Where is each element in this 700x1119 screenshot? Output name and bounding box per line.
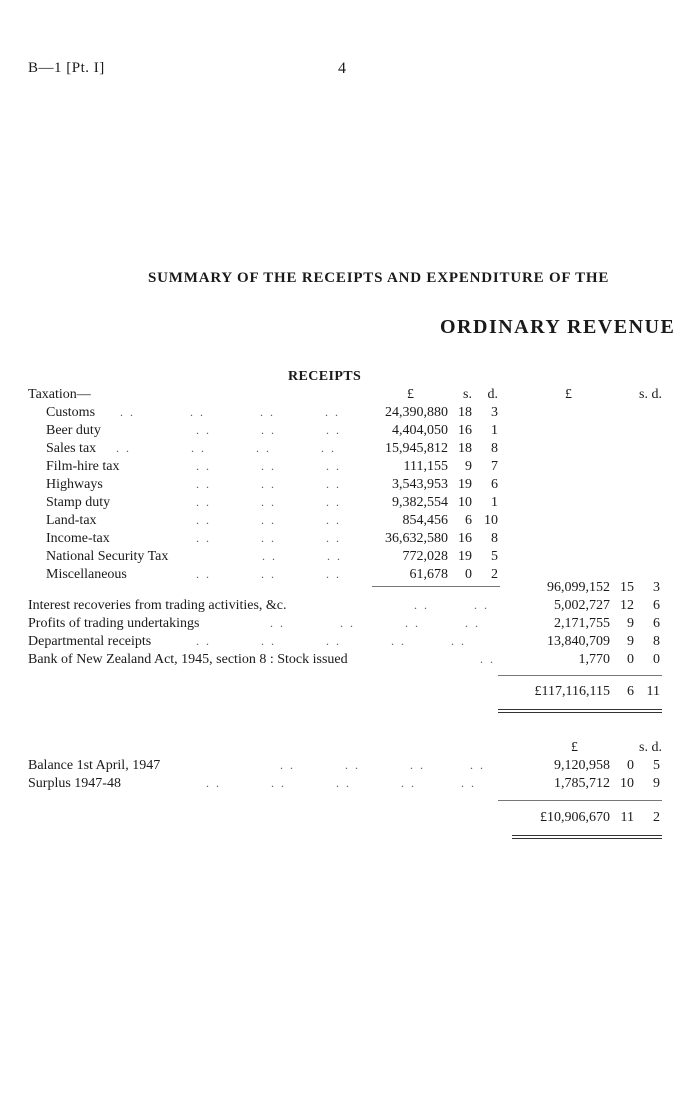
shillings-cell: 9 [627, 616, 634, 631]
total-pence-cell: 3 [653, 580, 660, 595]
receipts-column-headers [0, 387, 700, 405]
row-label: Sales tax [46, 441, 97, 456]
dot-leader: . . [480, 652, 495, 666]
row-label: Miscellaneous [46, 567, 127, 582]
taxation-row [0, 441, 700, 459]
pounds-cell: 5,002,727 [554, 598, 610, 613]
pounds-cell: 15,945,812 [385, 441, 448, 456]
taxation-row [0, 459, 700, 477]
pence-cell: 6 [491, 477, 498, 492]
shillings-cell: 19 [458, 477, 472, 492]
shillings-cell: 9 [627, 634, 634, 649]
pounds-cell: 13,840,709 [547, 634, 610, 649]
total-pounds-cell: 96,099,152 [547, 580, 610, 595]
shillings-cell: 18 [458, 441, 472, 456]
receipt-row [0, 616, 700, 634]
dot-leader: . . . . . . [196, 459, 341, 473]
balance-column-headers [0, 740, 700, 758]
pounds-cell: 3,543,953 [392, 477, 448, 492]
row-label: Profits of trading undertakings [28, 616, 200, 631]
pence-cell: 10 [484, 513, 498, 528]
row-label: Film-hire tax [46, 459, 120, 474]
dot-leader: . . . . [262, 549, 342, 563]
pence-cell: 6 [653, 598, 660, 613]
shillings-cell: 16 [458, 423, 472, 438]
pence-cell: 5 [653, 758, 660, 773]
receipt-row [0, 634, 700, 652]
pence-cell: 9 [653, 776, 660, 791]
balance-row [0, 776, 700, 794]
outer-pound-header: £ [565, 387, 572, 402]
pounds-cell: 1,785,712 [554, 776, 610, 791]
dot-leader: . . . . [414, 598, 489, 612]
row-label: Stamp duty [46, 495, 111, 510]
balance-total-double-rule-1 [512, 835, 662, 836]
taxation-row [0, 495, 700, 513]
taxation-row [0, 477, 700, 495]
shillings-cell: 10 [458, 495, 472, 510]
pence-cell: 6 [653, 616, 660, 631]
row-label: National Security Tax [46, 549, 169, 564]
shillings-cell: 0 [627, 652, 634, 667]
dot-leader: . . . . . . . . [270, 616, 480, 630]
pounds-cell: 9,382,554 [392, 495, 448, 510]
inner-shilling-header: s. [463, 387, 472, 402]
dot-leader: . . . . . . . . . . [206, 776, 476, 790]
grand-total-top-rule [498, 675, 662, 676]
pence-cell: 7 [491, 459, 498, 474]
dot-leader: . . . . . . [196, 477, 341, 491]
taxation-total-row [0, 580, 700, 598]
taxation-label: Taxation— [28, 387, 91, 402]
row-label: Customs [46, 405, 96, 420]
row-label: Income-tax [46, 531, 110, 546]
dot-leader: . . . . . . [196, 423, 341, 437]
dot-leader: . . . . . . [196, 567, 341, 581]
pounds-cell: 111,155 [403, 459, 448, 474]
row-label: Land-tax [46, 513, 97, 528]
page-header-ref: B—1 [Pt. I] [28, 60, 105, 76]
taxation-row [0, 531, 700, 549]
taxation-row [0, 423, 700, 441]
pence-cell: 8 [653, 634, 660, 649]
pounds-cell: 61,678 [409, 567, 448, 582]
receipts-heading: RECEIPTS [288, 369, 362, 384]
pence-cell: 8 [491, 531, 498, 546]
pence-cell: 8 [491, 441, 498, 456]
outer-sd-header: s. d. [639, 387, 662, 402]
pounds-cell: 9,120,958 [554, 758, 610, 773]
balance-total-row [0, 810, 700, 828]
balance-total-pounds: £10,906,670 [540, 810, 610, 825]
dot-leader: . . . . . . . . [120, 405, 340, 419]
pounds-cell: 2,171,755 [554, 616, 610, 631]
row-label: Beer duty [46, 423, 101, 438]
balance-total-pence: 2 [653, 810, 660, 825]
pence-cell: 3 [491, 405, 498, 420]
grand-total-pounds: £117,116,115 [534, 684, 610, 699]
pence-cell: 1 [491, 423, 498, 438]
dot-leader: . . . . . . . . . . [196, 634, 466, 648]
dot-leader: . . . . . . [196, 513, 341, 527]
grand-total-pence: 11 [646, 684, 660, 699]
dot-leader: . . . . . . [196, 495, 341, 509]
pounds-cell: 854,456 [402, 513, 448, 528]
row-label: Departmental receipts [28, 634, 152, 649]
receipts-grand-total-row [0, 684, 700, 702]
shillings-cell: 19 [458, 549, 472, 564]
pounds-cell: 24,390,880 [385, 405, 448, 420]
dot-leader: . . . . . . [196, 531, 341, 545]
inner-pence-header: d. [487, 387, 498, 402]
taxation-row [0, 405, 700, 423]
pounds-cell: 772,028 [402, 549, 448, 564]
grand-total-double-rule-1 [498, 709, 662, 710]
shillings-cell: 0 [627, 758, 634, 773]
dot-leader: . . . . . . . . [280, 758, 485, 772]
pence-cell: 2 [491, 567, 498, 582]
balance-pound-header: £ [571, 740, 578, 755]
row-label: Interest recoveries from trading activities, &c. [28, 598, 287, 613]
shillings-cell: 9 [465, 459, 472, 474]
shillings-cell: 16 [458, 531, 472, 546]
row-label: Bank of New Zealand Act, 1945, section 8 : Stock issued [28, 652, 348, 667]
balance-row [0, 758, 700, 776]
pounds-cell: 4,404,050 [392, 423, 448, 438]
page-number: 4 [338, 60, 346, 77]
document-title-line1: SUMMARY OF THE RECEIPTS AND EXPENDITURE OF THE [148, 270, 610, 286]
pounds-cell: 1,770 [578, 652, 610, 667]
balance-total-top-rule [498, 800, 662, 801]
pence-cell: 5 [491, 549, 498, 564]
receipt-row [0, 652, 700, 670]
balance-total-shillings: 11 [620, 810, 634, 825]
shillings-cell: 6 [465, 513, 472, 528]
total-shillings-cell: 15 [620, 580, 634, 595]
pounds-cell: 36,632,580 [385, 531, 448, 546]
pence-cell: 0 [653, 652, 660, 667]
shillings-cell: 18 [458, 405, 472, 420]
document-title-line2: ORDINARY REVENUE [440, 316, 676, 338]
pence-cell: 1 [491, 495, 498, 510]
balance-sd-header: s. d. [639, 740, 662, 755]
row-label: Highways [46, 477, 103, 492]
inner-pound-header: £ [407, 387, 414, 402]
row-label: Surplus 1947-48 [28, 776, 121, 791]
grand-total-double-rule-2 [498, 712, 662, 713]
balance-total-double-rule-2 [512, 838, 662, 839]
taxation-row [0, 513, 700, 531]
row-label: Balance 1st April, 1947 [28, 758, 161, 773]
shillings-cell: 12 [620, 598, 634, 613]
shillings-cell: 0 [465, 567, 472, 582]
taxation-row [0, 549, 700, 567]
grand-total-shillings: 6 [627, 684, 634, 699]
receipt-row [0, 598, 700, 616]
dot-leader: . . . . . . . . [116, 441, 336, 455]
shillings-cell: 10 [620, 776, 634, 791]
